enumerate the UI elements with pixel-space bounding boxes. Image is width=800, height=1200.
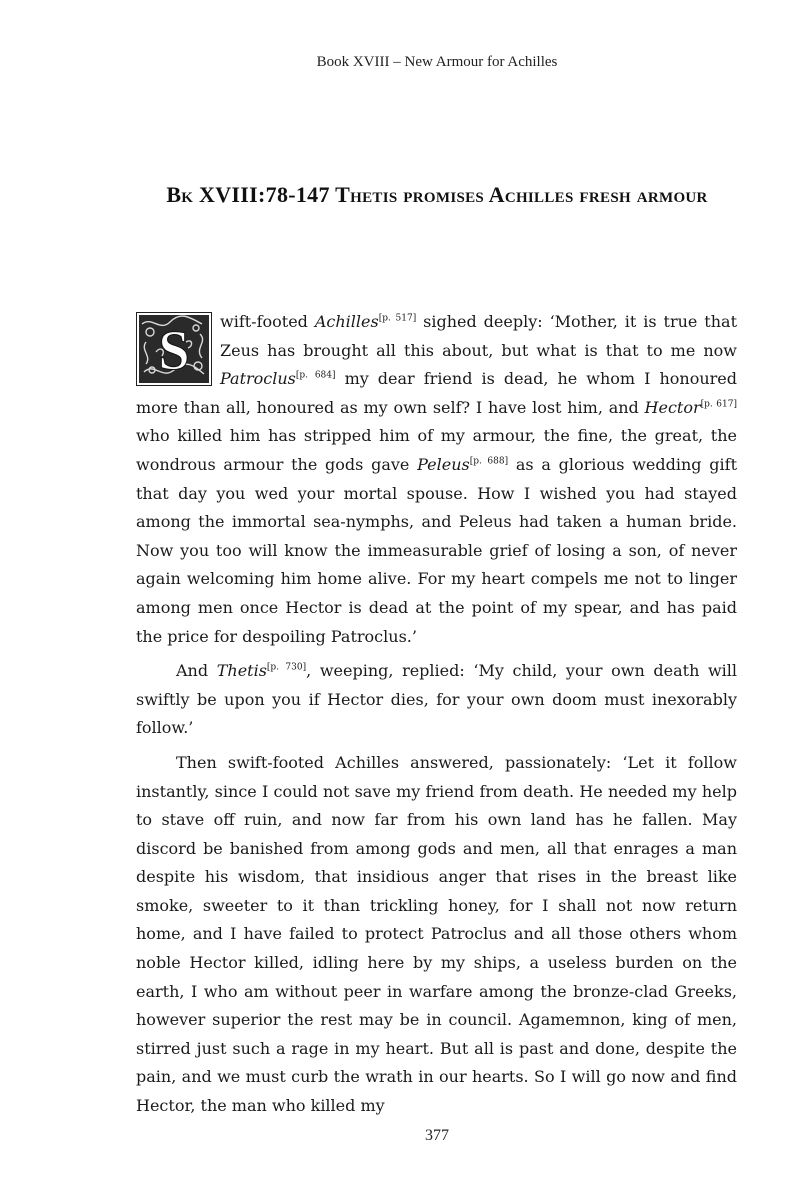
chapter-title: Bk XVIII:78-147 Thetis promises Achilles fresh armour	[166, 182, 708, 207]
text-run: Then swift-footed Achilles answered, passionately: ‘Let it follow instantly, since I could not save my friend from death. He needed my help to stave off ruin, and now far from his own land has he fallen. May discord be banished from among gods and men, all that enrages a man despite his wisdom, that insidious anger that rises in the breast like smoke, sweeter to it than trickling honey, for I shall not now return home, and I have failed to protect Patroclus and all those others whom noble Hector killed, idling here by my ships, a useless burden on the earth, I who am without peer in warfare among the bronze-clad Greeks, however superior the rest may be in council. Agamemnon, king of men, stirred just such a rage in my heart. But all is past and done, despite the pain, and we must curb the wrath in our hearts. So I will go now and find Hector, the man who killed my	[136, 752, 737, 1116]
page-reference: [p. 617]	[700, 399, 738, 410]
name-italic: Peleus	[417, 454, 470, 474]
paragraph	[136, 657, 737, 743]
page-reference: [p. 730]	[266, 662, 307, 673]
text-run: wift-footed	[220, 312, 315, 331]
name-italic: Thetis	[216, 661, 267, 681]
page-reference: [p. 688]	[469, 456, 509, 467]
page-reference: [p. 684]	[295, 370, 336, 381]
name-italic: Hector	[644, 397, 701, 417]
dropcap-vine-icon	[136, 312, 212, 386]
dropcap-ornament	[136, 312, 212, 386]
svg-text:S: S	[158, 320, 190, 382]
body-text	[136, 308, 737, 1127]
page-number: 377	[425, 1127, 449, 1144]
page-reference: [p. 517]	[378, 313, 417, 324]
text-run: And	[176, 661, 217, 681]
text-run: who killed him has stripped him of my armour, the fine, the great, the wondrous armour the gods gave	[136, 426, 737, 474]
text-run: , weeping, replied: ‘My child, your own death will swiftly be upon you if Hector dies, for your own doom must inexorably follow.’	[136, 661, 738, 738]
name-italic: Patroclus	[220, 369, 296, 389]
text-run: sighed deeply: ‘Mother, it is true that Zeus has brought all this about, but what is that to me now	[220, 312, 737, 360]
paragraph	[136, 749, 737, 1121]
name-italic: Achilles	[314, 312, 379, 331]
paragraph	[136, 308, 737, 651]
text-run: as a glorious wedding gift that day you wed your mortal spouse. How I wished you had stayed among the immortal sea-nymphs, and Peleus had taken a human bride. Now you too will know the immeasurable grief of losing a son, of never again welcoming him home alive. For my heart compels me not to linger among men once Hector is dead at the point of my spear, and has paid the price for despoiling Patroclus.’	[136, 454, 737, 646]
running-head: Book XVIII – New Armour for Achilles	[316, 54, 558, 70]
text-run: my dear friend is dead, he whom I honoured more than all, honoured as my own self? I have lost him, and	[136, 369, 737, 417]
